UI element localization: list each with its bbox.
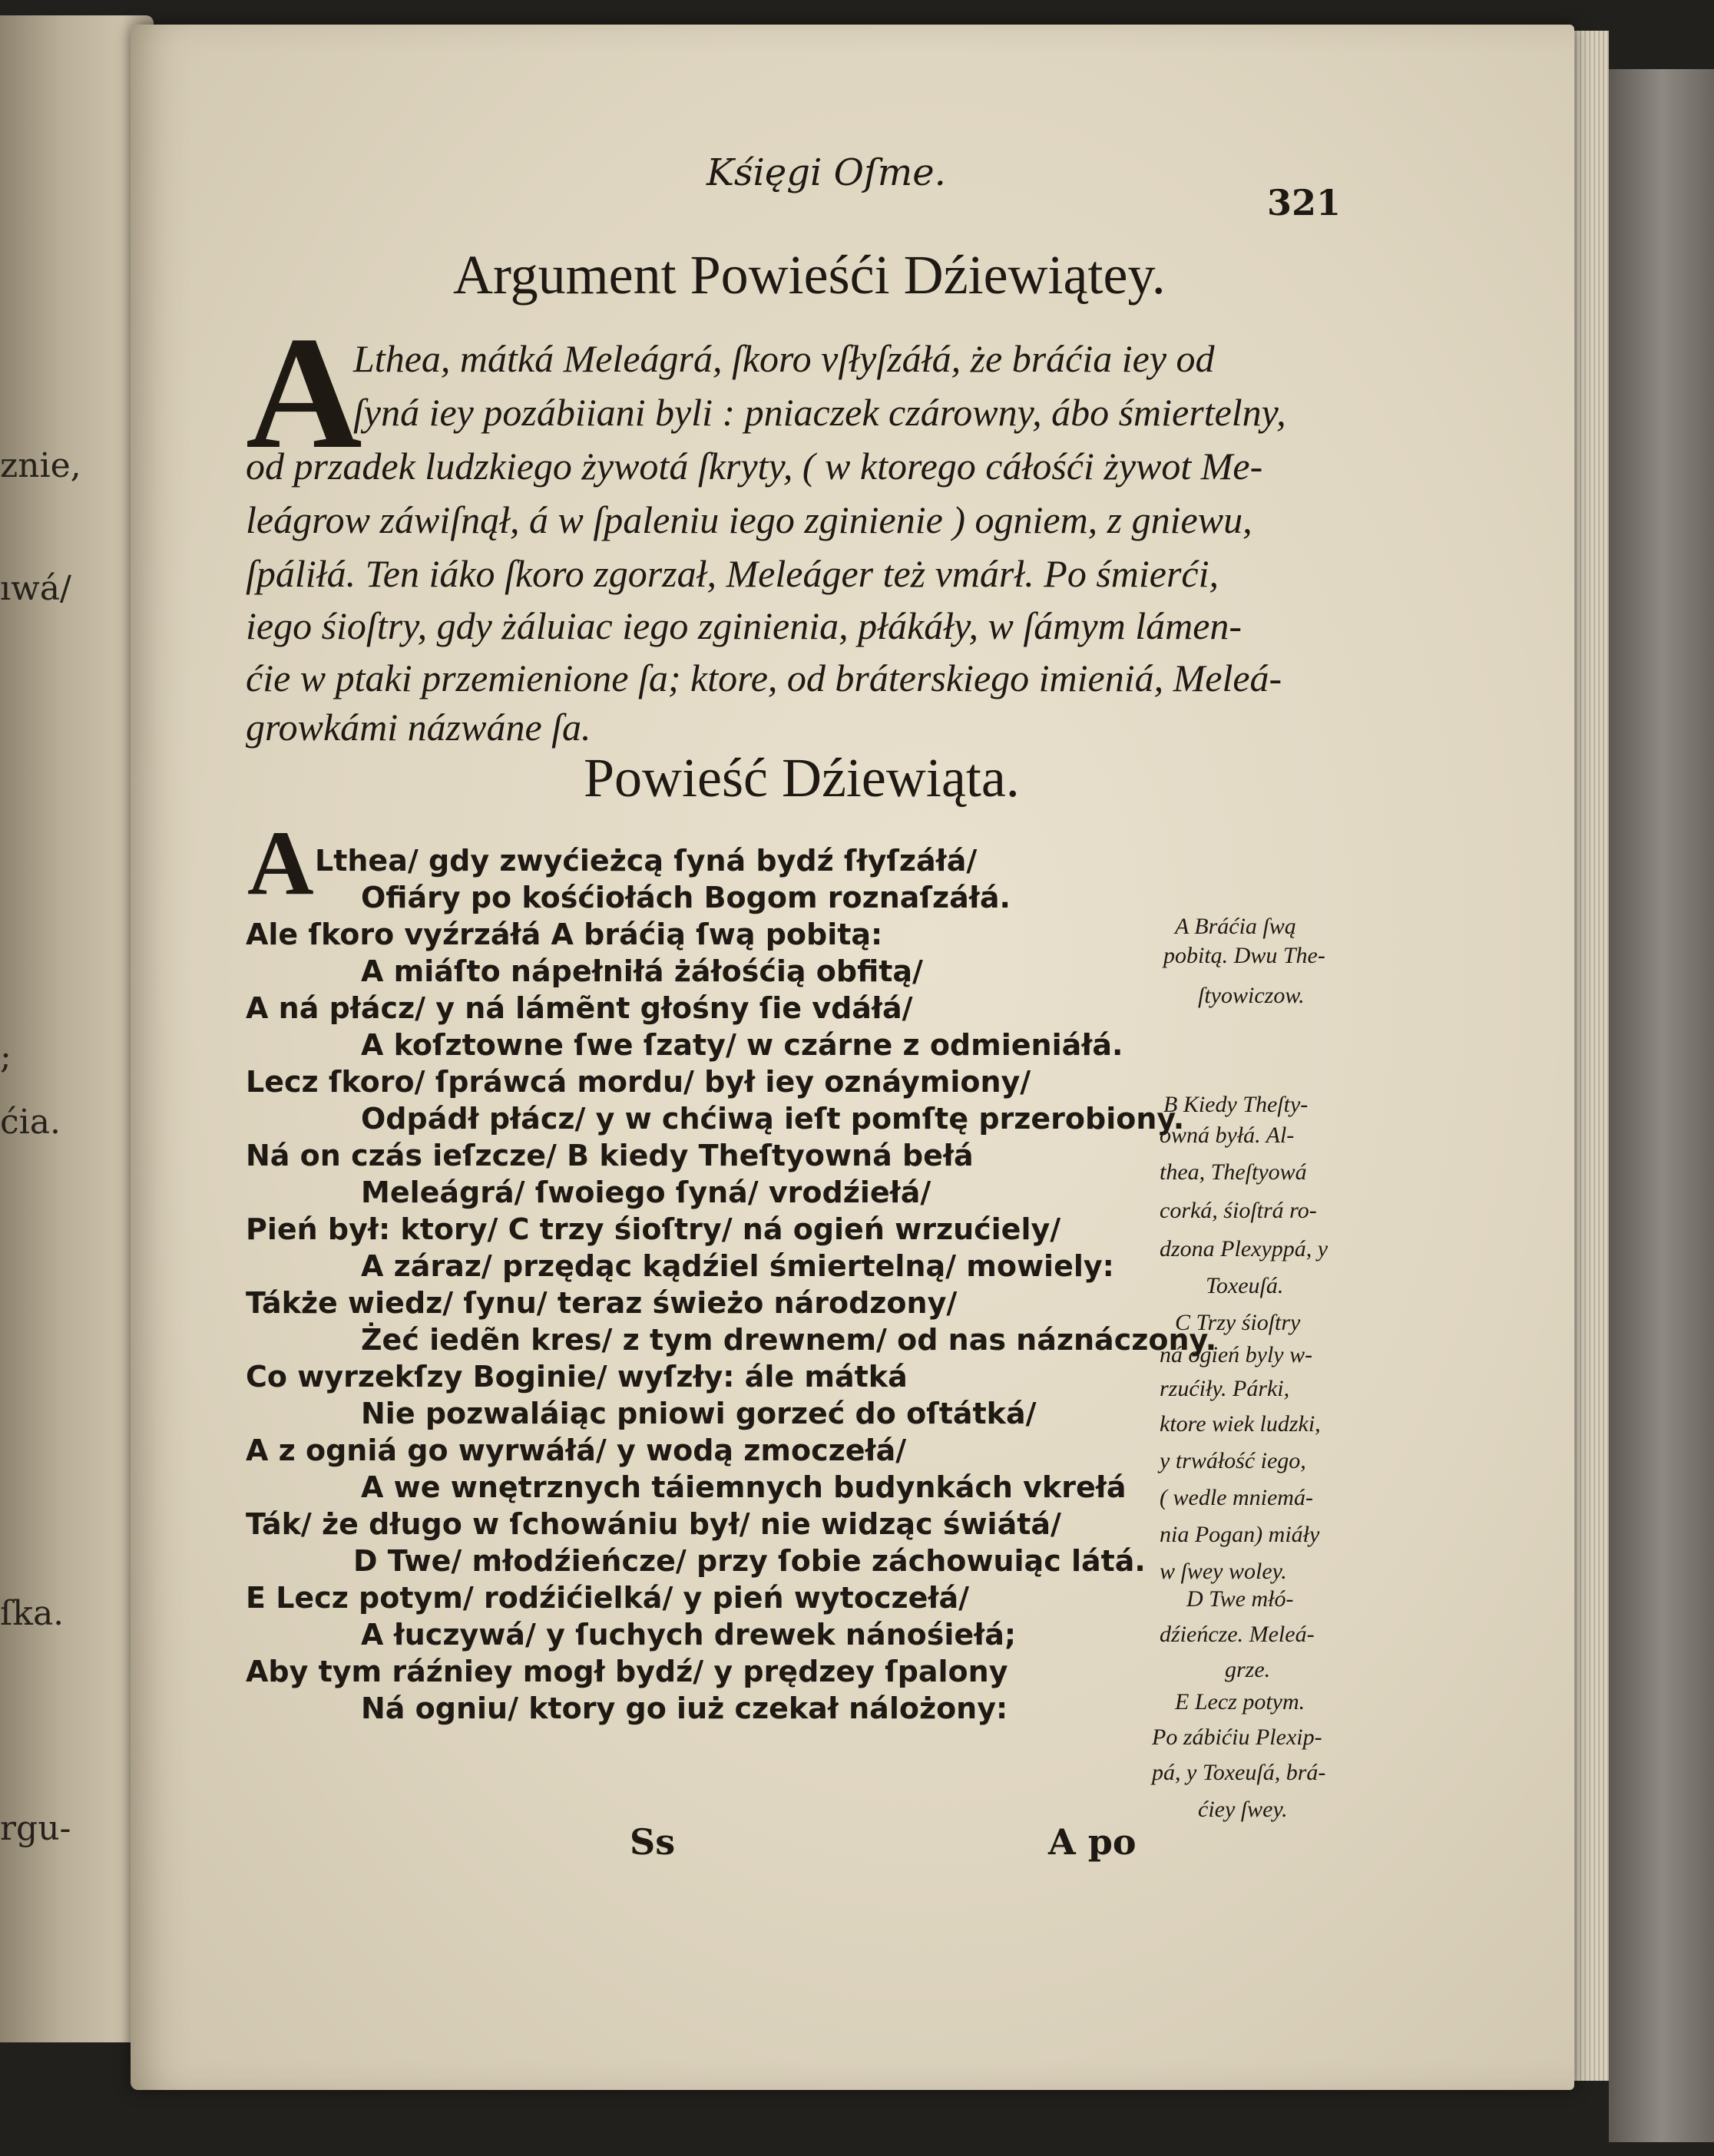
verse-line: Tákże wiedz/ ſynu/ teraz świeżo národzony/	[246, 1286, 958, 1320]
argument-line: growkámi názwáne ſa.	[246, 706, 591, 749]
margin-note-c: ( wedle mniemá-	[1160, 1485, 1313, 1510]
margin-note-c: ná ogień byly w-	[1160, 1342, 1313, 1367]
left-page-fragment: ćia.	[0, 1103, 61, 1142]
verse-line: Meleágrá/ ſwoiego ſyná/ vrodźiełá/	[361, 1176, 931, 1209]
verse-line: A miáſto nápełniłá żáłośćią obfitą/	[361, 954, 923, 988]
margin-note-b: thea, Theſtyowá	[1160, 1159, 1307, 1185]
margin-note-d: dźieńcze. Meleá-	[1160, 1622, 1315, 1647]
verse-line: Ofiáry po kośćiołách Bogom roznaſzáłá.	[361, 881, 1011, 914]
verse-line: A we wnętrznych táiemnych budynkách vkrełá	[361, 1470, 1127, 1504]
margin-note-b: corká, śioſtrá ro-	[1160, 1198, 1317, 1223]
argument-line: iego śioſtry, gdy żáluiac iego zginienia, płákáły, w ſámym lámen-	[246, 604, 1242, 647]
left-page-fragment: ſka.	[0, 1594, 65, 1633]
argument-line: Lthea, mátká Meleágrá, ſkoro vſłyſzáłá, że bráćia iey od	[353, 337, 1215, 380]
margin-note-a: A Bráćia ſwą	[1175, 914, 1296, 939]
tale-drop-cap: A	[247, 812, 314, 914]
left-page-fragment: rgu-	[0, 1809, 71, 1848]
argument-line: leágrow záwiſnął, á w ſpaleniu iego zginienie ) ogniem, z gniewu,	[246, 498, 1252, 541]
margin-note-a: ſtyowiczow.	[1198, 983, 1305, 1008]
tale-title: Powieść Dźiewiąta.	[584, 747, 1020, 808]
verse-line: A koſztowne ſwe ſzaty/ w czárne z odmieniáłá.	[361, 1028, 1123, 1062]
argument-line: ſyná iey pozábiiani byli : pniaczek czárowny, ábo śmiertelny,	[353, 391, 1286, 434]
verse-line: Ták/ że długo w ſchowániu był/ nie widząc świátá/	[246, 1507, 1061, 1541]
verse-line: Odpádł płácz/ y w chćiwą ieſt pomſtę przerobiony.	[361, 1102, 1185, 1136]
margin-note-a: pobitą. Dwu The-	[1163, 943, 1325, 968]
page-number: 321	[1267, 182, 1342, 223]
verse-line: A záraz/ przędąc kądźiel śmiertelną/ mowiely:	[361, 1249, 1114, 1283]
margin-note-c: w ſwey woley.	[1160, 1559, 1287, 1584]
argument-line: od przadek ludzkiego żywotá ſkryty, ( w ktorego cáłośći żywot Me-	[246, 445, 1263, 488]
verse-line: Lecz ſkoro/ ſpráwcá mordu/ był iey oznáymiony/	[246, 1065, 1031, 1099]
verse-line: Żeć iedẽn kres/ z tym drewnem/ od nas náznáczony.	[361, 1323, 1217, 1357]
verse-line: A ná płácz/ y ná lámẽnt głośny ſie vdáłá/	[246, 991, 913, 1025]
margin-note-c: C Trzy śioſtry	[1175, 1310, 1301, 1335]
verse-line: A łuczywá/ y ſuchych drewek nánośiełá;	[361, 1618, 1017, 1652]
verse-line: Aby tym ráźniey mogł bydź/ y prędzey ſpalony	[246, 1655, 1008, 1688]
margin-note-b: B Kiedy Theſty-	[1163, 1092, 1309, 1117]
verse-line: A z ogniá go wyrwáłá/ y wodą zmoczełá/	[246, 1433, 907, 1467]
margin-note-b: Toxeuſá.	[1206, 1273, 1284, 1298]
book-page	[131, 25, 1574, 2090]
margin-note-b: dzona Plexyppá, y	[1160, 1236, 1329, 1262]
verse-line: Nie pozwaláiąc pniowi gorzeć do oſtátká/	[361, 1397, 1037, 1430]
margin-note-c: ktore wiek ludzki,	[1160, 1411, 1321, 1437]
left-page-fragment: znie,	[0, 446, 81, 485]
margin-note-d: grze.	[1225, 1657, 1271, 1682]
margin-note-d: D Twe młó-	[1186, 1586, 1294, 1612]
argument-line: ſpáliłá. Ten iáko ſkoro zgorzał, Meleáger też vmárł. Po śmierći,	[246, 552, 1219, 595]
verse-line: D Twe/ młodźieńcze/ przy ſobie záchowuiąc látá.	[353, 1544, 1146, 1578]
verse-line: E Lecz potym/ rodźićielká/ y pień wytoczełá/	[246, 1581, 970, 1615]
argument-title: Argument Powieśći Dźiewiątey.	[453, 244, 1166, 306]
verse-line: Co wyrzekſzy Boginie/ wyſzły: ále mátká	[246, 1360, 908, 1394]
verse-line: Pień był: ktory/ C trzy śioſtry/ ná ogień wrzućiely/	[246, 1212, 1061, 1246]
margin-note-e: ćiey ſwey.	[1198, 1797, 1288, 1822]
verse-line: Lthea/ gdy zwyćieżcą ſyná bydź ſłyſzáłá/	[315, 844, 978, 878]
left-page-fragment: ;	[0, 1037, 12, 1076]
margin-note-e: Po zábićiu Plexip-	[1152, 1724, 1322, 1750]
margin-note-b: owná byłá. Al-	[1160, 1123, 1295, 1148]
verse-line: Ná on czás ieſzcze/ B kiedy Theſtyowná bełá	[246, 1139, 974, 1172]
argument-line: ćie w ptaki przemienione ſa; ktore, od bráterskiego imieniá, Meleá-	[246, 656, 1282, 699]
book-cover-edge	[1609, 69, 1714, 2142]
margin-note-e: pá, y Toxeuſá, brá-	[1152, 1760, 1326, 1785]
margin-note-e: E Lecz potym.	[1175, 1689, 1305, 1715]
signature-mark: Ss	[630, 1821, 676, 1863]
catchword: A po	[1048, 1821, 1137, 1863]
margin-note-c: nia Pogan) miáły	[1160, 1522, 1320, 1547]
verse-line: Ná ogniu/ ktory go iuż czekał nálożony:	[361, 1691, 1008, 1725]
argument-drop-cap: A	[246, 304, 362, 482]
running-title: Kśięgi Oſme.	[706, 151, 946, 194]
verse-line: Ale ſkoro vyźrzáłá A bráćią ſwą pobitą:	[246, 918, 883, 951]
margin-note-c: rzućiły. Párki,	[1160, 1376, 1290, 1401]
left-page-fragment: ıwá/	[0, 569, 71, 608]
margin-note-c: y trwáłość iego,	[1160, 1448, 1306, 1473]
